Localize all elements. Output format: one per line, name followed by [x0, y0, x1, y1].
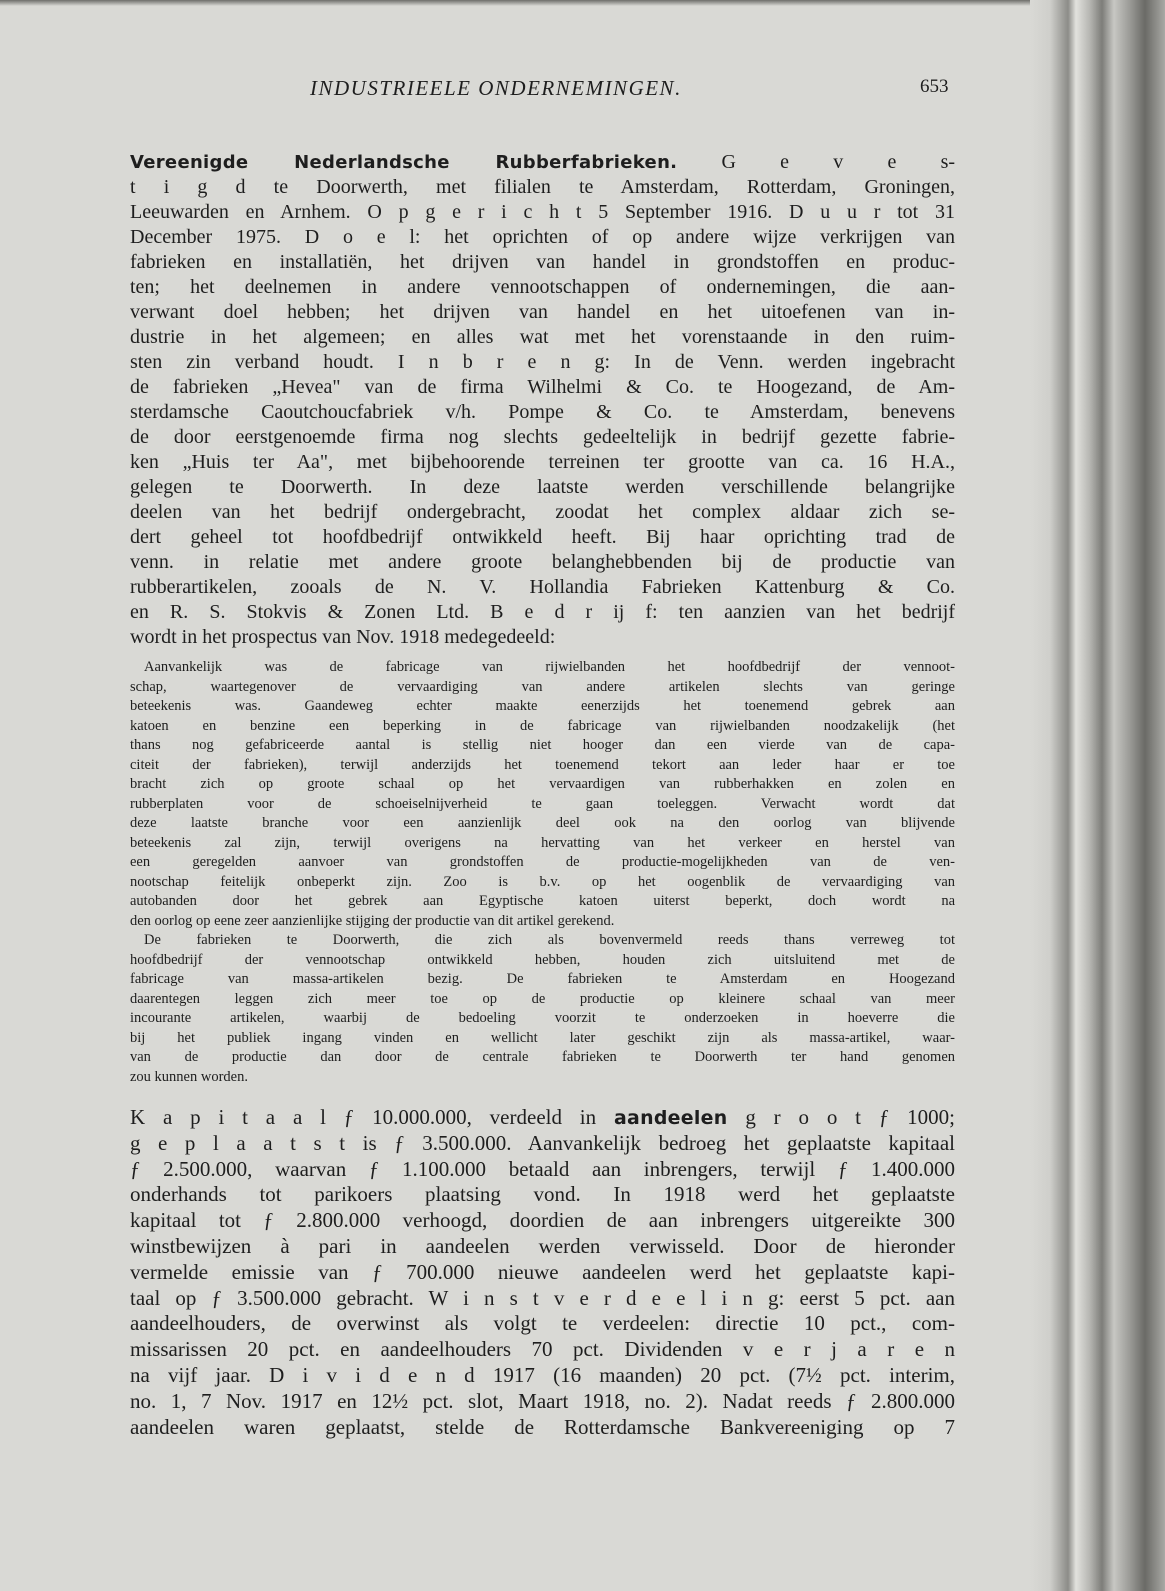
bold-term: Vereenigde Nederlandsche Rubberfabrieken.: [130, 152, 678, 173]
text-line: venn. in relatie met andere groote belanghebbenden bij de productie van: [130, 551, 955, 573]
text-line: rubberplaten voor de schoeiselnijverheid te gaan toeleggen. Verwacht wordt dat: [130, 795, 955, 812]
text-line: Aanvankelijk was de fabricage van rijwielbanden het hoofdbedrijf der vennoot-: [144, 659, 955, 675]
text-line: vermelde emissie van ƒ 700.000 nieuwe aandeelen werd het geplaatste kapi-: [130, 1259, 955, 1284]
text-line: Leeuwarden en Arnhem. O p g e r i c h t 5 September 1916. D u u r tot 31: [130, 201, 955, 223]
text-line: g e p l a a t s t is ƒ 3.500.000. Aanvankelijk bedroeg het geplaatste kapitaal: [130, 1130, 955, 1155]
page-top-edge: [0, 0, 1030, 6]
text-line: daarentegen leggen zich meer toe op de productie op kleinere schaal van meer: [130, 990, 955, 1007]
text-line: deelen van het bedrijf ondergebracht, zoodat het complex aldaar zich se-: [130, 501, 955, 523]
text-line: onderhands tot parikoers plaatsing vond. In 1918 werd het geplaatste: [130, 1182, 955, 1207]
text-line: verwant doel hebben; het drijven van handel en het uitoefenen van in-: [130, 301, 955, 323]
text-line: ken „Huis ter Aa", met bijbehoorende terreinen ter grootte van ca. 16 H.A.,: [130, 451, 955, 473]
text-line: fabrieken en installatiën, het drijven van handel in grondstoffen en produc-: [130, 251, 955, 273]
text-line: incourante artikelen, waarbij de bedoeling voorzit te onderzoeken in hoeverre die: [130, 1010, 955, 1026]
text-line: de door eerstgenoemde firma nog slechts gedeeltelijk in bedrijf gezette fabrie-: [130, 426, 955, 448]
running-title: INDUSTRIEELE ONDERNEMINGEN.: [310, 76, 682, 100]
page-header: [0, 76, 1165, 106]
page-number: 653: [920, 76, 949, 97]
text-line: citeit der fabrieken), terwijl anderzijds het toenemend tekort aan leder haar er toe: [130, 756, 955, 773]
company-entry-paragraph: [130, 150, 955, 650]
text-line: dustrie in het algemeen; en alles wat met het vorenstaande in den ruim-: [130, 326, 955, 348]
text-line: missarissen 20 pct. en aandeelhouders 70 pct. Dividenden v e r j a r e n: [130, 1337, 955, 1362]
text-segment: K a p i t a a l ƒ 10.000.000, verdeeld in: [130, 1105, 614, 1129]
text-line: gelegen te Doorwerth. In deze laatste werden verschillende belangrijke: [130, 476, 955, 498]
text-line: taal op ƒ 3.500.000 gebracht. W i n s t v e r d e e l i n g: eerst 5 pct. aan: [130, 1285, 955, 1310]
text-segment: g r o o t ƒ 1000;: [727, 1105, 955, 1129]
text-line: [130, 150, 955, 175]
text-line: ten; het deelnemen in andere vennootschappen of ondernemingen, die aan-: [130, 276, 955, 298]
text-line: katoen en benzine een beperking in de fabricage van rijwielbanden noodzakelijk (het: [130, 717, 955, 734]
text-line: thans nog gefabriceerde aantal is stellig niet hooger dan een vierde van de capa-: [130, 737, 955, 753]
text-line: December 1975. D o e l: het oprichten of op andere wijze verkrijgen van: [130, 226, 955, 248]
text-line: hoofdbedrijf der vennootschap ontwikkeld hebben, houden zich uitsluitend met de: [130, 951, 955, 968]
text-line: kapitaal tot ƒ 2.800.000 verhoogd, doordien de aan inbrengers uitgereikte 300: [130, 1208, 955, 1233]
text-line: een geregelden aanvoer van grondstoffen de productie-mogelijkheden van de ven-: [130, 854, 955, 870]
text-line: wordt in het prospectus van Nov. 1918 medegedeeld:: [130, 626, 556, 648]
text-line: [130, 1105, 955, 1131]
text-line: en R. S. Stokvis & Zonen Ltd. B e d r ij f: ten aanzien van het bedrijf: [130, 601, 955, 623]
text-line: bij het publiek ingang vinden en wellicht later geschikt zijn als massa-artikel, waar-: [130, 1029, 955, 1046]
bold-term: aandeelen: [613, 1107, 728, 1129]
text-line: deze laatste branche voor een aanzienlijk deel ook na den oorlog van blijvende: [130, 815, 955, 831]
text-line: zou kunnen worden.: [130, 1068, 248, 1085]
text-line: van de productie dan door de centrale fabrieken te Doorwerth ter hand genomen: [130, 1049, 955, 1065]
text-line: beteekenis was. Gaandeweg echter maakte eenerzijds het toenemend gebrek aan: [130, 698, 955, 714]
text-line: no. 1, 7 Nov. 1917 en 12½ pct. slot, Maart 1918, no. 2). Nadat reeds ƒ 2.800.000: [130, 1388, 955, 1413]
text-line: nootschap feitelijk onbeperkt zijn. Zoo is b.v. op het oogenblik de vervaardiging van: [130, 873, 955, 890]
text-line: bracht zich op groote schaal op het vervaardigen van rubberhakken en zolen en: [130, 776, 955, 792]
capital-paragraph: [130, 1105, 955, 1440]
text-line: dert geheel tot hoofdbedrijf ontwikkeld heeft. Bij haar oprichting trad de: [130, 526, 955, 548]
text-line: schap, waartegenover de vervaardiging van andere artikelen slechts van geringe: [130, 678, 955, 695]
text-line: den oorlog op eene zeer aanzienlijke stijging der productie van dit artikel gerekend.: [130, 912, 615, 929]
book-binding: [1030, 0, 1165, 1591]
text-line: de fabrieken „Hevea" van de firma Wilhelmi & Co. te Hoogezand, de Am-: [130, 376, 955, 398]
text-line: aandeelen waren geplaatst, stelde de Rotterdamsche Bankvereeniging op 7: [130, 1414, 955, 1439]
text-line: winstbewijzen à pari in aandeelen werden verwisseld. Door de hieronder: [130, 1233, 955, 1258]
text-line: fabricage van massa-artikelen bezig. De fabrieken te Amsterdam en Hoogezand: [130, 971, 955, 987]
text-line: sterdamsche Caoutchoucfabriek v/h. Pompe & Co. te Amsterdam, benevens: [130, 401, 955, 423]
text-line: beteekenis zal zijn, terwijl overigens na hervatting van het verkeer en herstel van: [130, 834, 955, 851]
text-line: De fabrieken te Doorwerth, die zich als bovenvermeld reeds thans verreweg tot: [144, 932, 955, 948]
text-line: sten zin verband houdt. I n b r e n g: In de Venn. werden ingebracht: [130, 351, 955, 373]
prospectus-quote: [130, 658, 955, 1087]
text-line: ƒ 2.500.000, waarvan ƒ 1.100.000 betaald aan inbrengers, terwijl ƒ 1.400.000: [130, 1156, 955, 1181]
text-line: rubberartikelen, zooals de N. V. Hollandia Fabrieken Kattenburg & Co.: [130, 576, 955, 598]
text-segment: G e v e s-: [677, 151, 955, 173]
text-line: aandeelhouders, de overwinst als volgt te verdeelen: directie 10 pct., com-: [130, 1311, 955, 1336]
text-line: na vijf jaar. D i v i d e n d 1917 (16 maanden) 20 pct. (7½ pct. interim,: [130, 1362, 955, 1387]
text-line: autobanden door het gebrek aan Egyptische katoen uiterst beperkt, doch wordt na: [130, 893, 955, 909]
text-line: t i g d te Doorwerth, met filialen te Amsterdam, Rotterdam, Groningen,: [130, 176, 955, 198]
